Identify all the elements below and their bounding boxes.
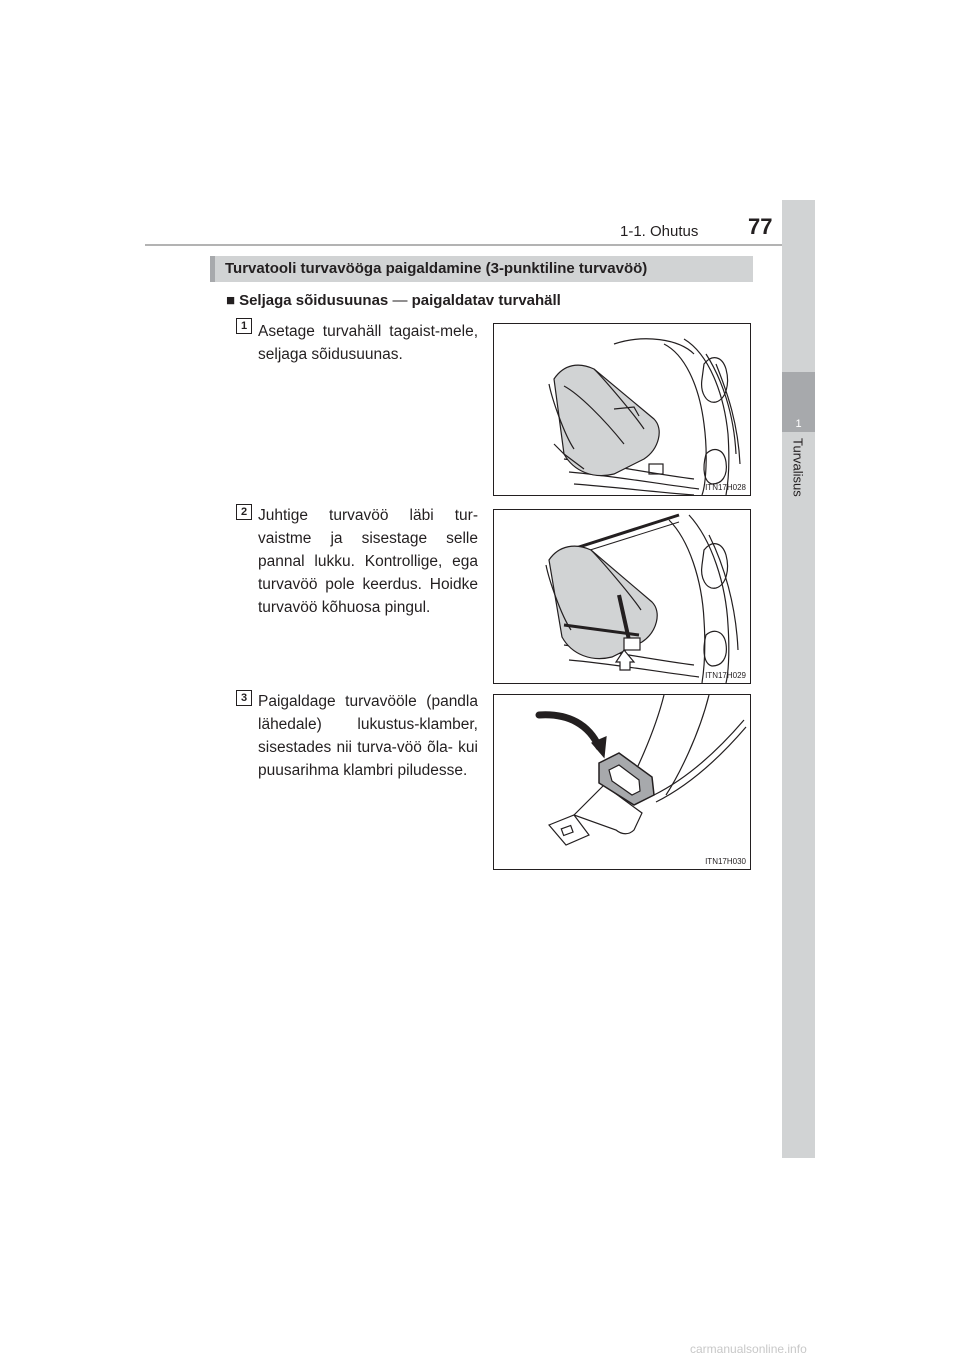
figure-2-code: ITN17H029 (705, 671, 746, 680)
subheading-text-after: paigaldatav turvahäll (407, 292, 561, 309)
figure-1-illustration (494, 324, 750, 495)
section-title: Turvatooli turvavööga paigaldamine (3-punktiline turvavöö) (225, 260, 648, 277)
figure-1-code: ITN17H028 (705, 483, 746, 492)
subheading (226, 292, 561, 309)
subheading-bullet: ■ (226, 292, 236, 309)
page-number: 77 (748, 214, 773, 239)
figure-3-locking-clip (493, 694, 751, 870)
figure-3-code: ITN17H030 (705, 857, 746, 866)
step-number-2: 2 (236, 504, 252, 520)
step-text-1: Asetage turvahäll tagaist-mele, seljaga sõidusuunas. (258, 323, 478, 363)
figure-2-illustration (494, 510, 750, 683)
chapter-title: Turvalisus (790, 438, 806, 497)
chapter-number: 1 (795, 418, 802, 430)
chapter-tab-bar (782, 200, 815, 1158)
figure-2-belt-routing (493, 509, 751, 684)
step-number-3: 3 (236, 690, 252, 706)
step-number-1: 1 (236, 318, 252, 334)
subheading-text-before: Seljaga sõidusuunas (239, 292, 393, 309)
figure-3-illustration (494, 695, 750, 869)
header-section-title: 1-1. Ohutus (620, 223, 699, 240)
figure-1-infant-seat-on-seat (493, 323, 751, 496)
step-text-3: Paigaldage turvavööle (pandla lähedale) lukustus-klamber, sisestades nii turva-vöö õla- kui puusarihma klambri piludesse. (258, 693, 478, 779)
step-text-2: Juhtige turvavöö läbi tur-vaistme ja sisestage selle pannal lukku. Kontrollige, ega turvavöö pole keerdus. Hoidke turvavöö kõhuosa pingul. (258, 507, 478, 616)
header-divider (145, 244, 813, 246)
subheading-dash: — (392, 292, 408, 309)
watermark-logo: carmanualsonline.info (690, 1342, 807, 1356)
